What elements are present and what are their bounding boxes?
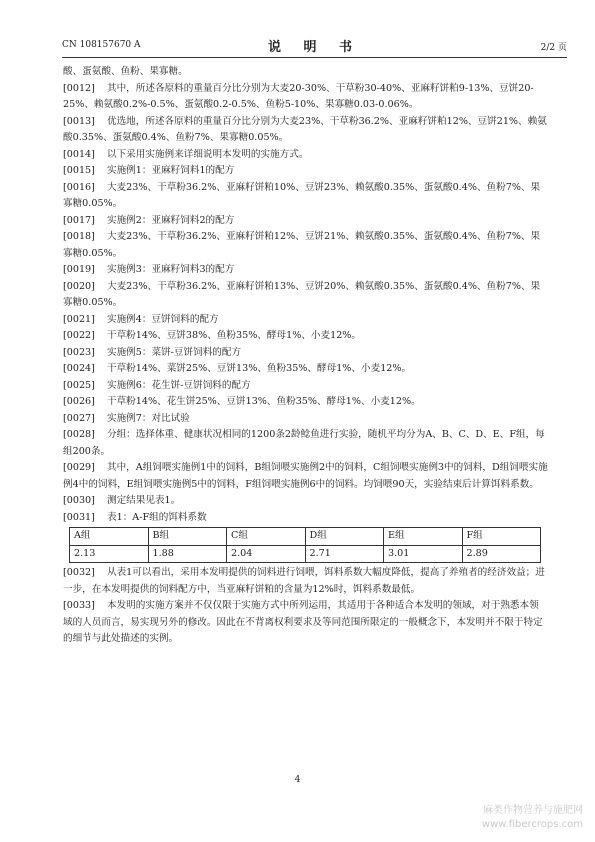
paragraph-number: [0014] (63, 148, 95, 160)
patent-number: CN 108157670 A (62, 40, 141, 50)
document-title: 说 明 书 (267, 40, 362, 55)
paragraph-number: [0012] (63, 82, 95, 94)
table-cell: 2.71 (305, 545, 384, 563)
paragraph-0032 (63, 565, 548, 598)
paragraph-text: 干草粉14%、花生饼25%、豆饼13%、鱼粉35%、酵母1%、小麦12%。 (107, 396, 421, 407)
paragraph-text: 本发明的实施方案并不仅仅限于实施方式中所列运用，其适用于各种适合本发明的领域，对于熟悉本领域的人员而言，易实现另外的修改。因此在不背离权利要求及等同范围所限定的一般概念下，本发明并不限于特定的细节与此处描述的实例。 (63, 600, 543, 644)
table-header-cell: C组 (227, 528, 306, 546)
paragraph-number: [0027] (63, 412, 95, 424)
paragraph-number: [0026] (63, 396, 95, 407)
table-header-cell: D组 (305, 528, 384, 546)
paragraph-0021 (63, 312, 548, 329)
paragraph-number: [0031] (63, 511, 95, 523)
paragraph-0025 (63, 378, 548, 395)
paragraph-number: [0017] (63, 214, 95, 226)
paragraph-0024 (63, 361, 548, 378)
paragraph-number: [0030] (63, 495, 95, 506)
feed-coefficient-table (69, 527, 541, 563)
table-cell: 2.13 (70, 545, 149, 563)
paragraph-number: [0020] (63, 280, 95, 292)
paragraph-text: 优选地，所述各原料的重量百分比分别为大麦23%、干草粉36.2%、亚麻籽饼粕12%、豆饼21%、赖氨酸0.35%、蛋氨酸0.4%、鱼粉7%、果寡糖0.05%。 (63, 115, 547, 143)
table-header-cell: B组 (148, 528, 227, 546)
paragraph-text: 测定结果见表1。 (107, 495, 181, 506)
table-row (70, 545, 541, 563)
paragraph-text: 从表1可以看出，采用本发明提供的饲料进行饲喂，饵料系数大幅度降低，提高了养殖者的经济效益；进一步，在本发明提供的饲料配方中，当亚麻籽饼粕的含量为12%时，饵料系数最低。 (63, 567, 545, 595)
paragraph-text: 以下采用实施例来详细说明本发明的实施方式。 (107, 148, 309, 160)
table-cell: 2.04 (227, 545, 306, 563)
paragraph-text: 分组：选择体重、健康状况相同的1200条2龄鲶鱼进行实验，随机平均分为A、B、C、D、E、F组，每组200条。 (63, 429, 545, 457)
paragraph-text: 其中，A组饲喂实施例1中的饲料，B组饲喂实施例2中的饲料，C组饲喂实施例3中的饲料，D组饲喂实施例4中的饲料，E组饲喂实施例5中的饲料，F组饲喂实施例6中的饲料。均饲喂90天，实验结束后计算饵料系数。 (63, 462, 548, 490)
paragraph-text: 大麦23%、干草粉36.2%、亚麻籽饼粕10%、豆饼23%、赖氨酸0.35%、蛋氨酸0.4%、鱼粉7%、果寡糖0.05%。 (63, 181, 541, 209)
paragraph-0033 (63, 598, 548, 648)
watermark (482, 804, 583, 832)
paragraph-0016 (63, 180, 548, 213)
paragraph-number: [0028] (63, 429, 95, 440)
paragraph-0013 (63, 114, 548, 147)
paragraph-0017 (63, 213, 548, 230)
paragraph-number: [0025] (63, 379, 95, 391)
table-header-cell: E组 (384, 528, 463, 546)
paragraph-number: [0021] (63, 313, 95, 325)
paragraph-0023 (63, 345, 548, 362)
paragraph-0022 (63, 328, 548, 345)
table-cell: 1.88 (148, 545, 227, 563)
paragraph-number: [0018] (63, 231, 95, 242)
page-number: 4 (294, 775, 301, 785)
paragraph-text: 实施例7：对比试验 (107, 412, 190, 424)
paragraph-number: [0032] (63, 567, 95, 578)
paragraph-text: 大麦23%、干草粉36.2%、亚麻籽饼粕12%、豆饼21%、赖氨酸0.35%、蛋氨酸0.4%、鱼粉7%、果寡糖0.05%。 (63, 231, 541, 259)
document-body (63, 64, 548, 648)
paragraph-0029 (63, 460, 548, 493)
table-caption: 表1：A-F组的饵料系数 (107, 511, 207, 523)
paragraph-text: 大麦23%、干草粉36.2%、亚麻籽饼粕13%、豆饼20%、赖氨酸0.35%、蛋氨酸0.4%、鱼粉7%、果寡糖0.05%。 (63, 280, 541, 308)
table-header-row (70, 528, 541, 546)
watermark-title: 麻类作物营养与施肥网 (483, 805, 583, 816)
paragraph-text: 其中，所述各原料的重量百分比分别为大麦20-30%、干草粉30-40%、亚麻籽饼粕9-13%、豆饼20-25%、赖氨酸0.2%-0.5%、蛋氨酸0.2-0.5%、鱼粉5-10%、果寡糖0.03-0.06%。 (63, 82, 534, 110)
paragraph-text: 实施例2：亚麻籽饲料2的配方 (107, 214, 235, 226)
paragraph-0020 (63, 279, 548, 312)
paragraph-0014 (63, 147, 548, 164)
paragraph-text: 实施例5：菜饼-豆饼饲料的配方 (107, 346, 242, 358)
paragraph-0019 (63, 262, 548, 279)
paragraph-text: 干草粉14%、豆饼38%、鱼粉35%、酵母1%、小麦12%。 (107, 330, 362, 341)
paragraph-number: [0023] (63, 346, 95, 358)
page-indicator: 2/2 页 (540, 43, 567, 53)
paragraph-number: [0024] (63, 363, 95, 374)
paragraph-0028 (63, 427, 548, 460)
paragraph-0018 (63, 229, 548, 262)
table-header-cell: A组 (70, 528, 149, 546)
watermark-url: www.fibercrops.com (481, 819, 583, 830)
paragraph-text: 干草粉14%、菜饼25%、豆饼13%、鱼粉35%、酵母1%、小麦12%。 (107, 363, 412, 374)
paragraph-number: [0029] (63, 462, 95, 473)
header-rule (62, 57, 567, 58)
paragraph-text: 实施例3：亚麻籽饲料3的配方 (107, 264, 235, 275)
paragraph-number: [0013] (63, 115, 95, 127)
paragraph-number: [0015] (63, 165, 95, 176)
paragraph-number: [0022] (63, 330, 95, 341)
page-header (62, 36, 567, 54)
paragraph-0026 (63, 394, 548, 411)
paragraph-text: 实施例6：花生饼-豆饼饲料的配方 (107, 379, 251, 391)
paragraph-0012 (63, 81, 548, 114)
table-header-cell: F组 (462, 528, 541, 546)
paragraph-0031 (63, 510, 548, 527)
table-cell: 3.01 (384, 545, 463, 563)
paragraph-number: [0016] (63, 181, 95, 193)
paragraph-0027 (63, 411, 548, 428)
paragraph-number: [0019] (63, 264, 95, 275)
paragraph-text: 实施例4：豆饼饲料的配方 (107, 313, 219, 325)
table-cell: 2.89 (462, 545, 541, 563)
paragraph-number: [0033] (63, 600, 95, 611)
lead-line: 酸、蛋氨酸、鱼粉、果寡糖。 (63, 66, 188, 77)
paragraph-0030 (63, 493, 548, 510)
paragraph-text: 实施例1：亚麻籽饲料1的配方 (107, 165, 235, 176)
paragraph-0015 (63, 163, 548, 180)
